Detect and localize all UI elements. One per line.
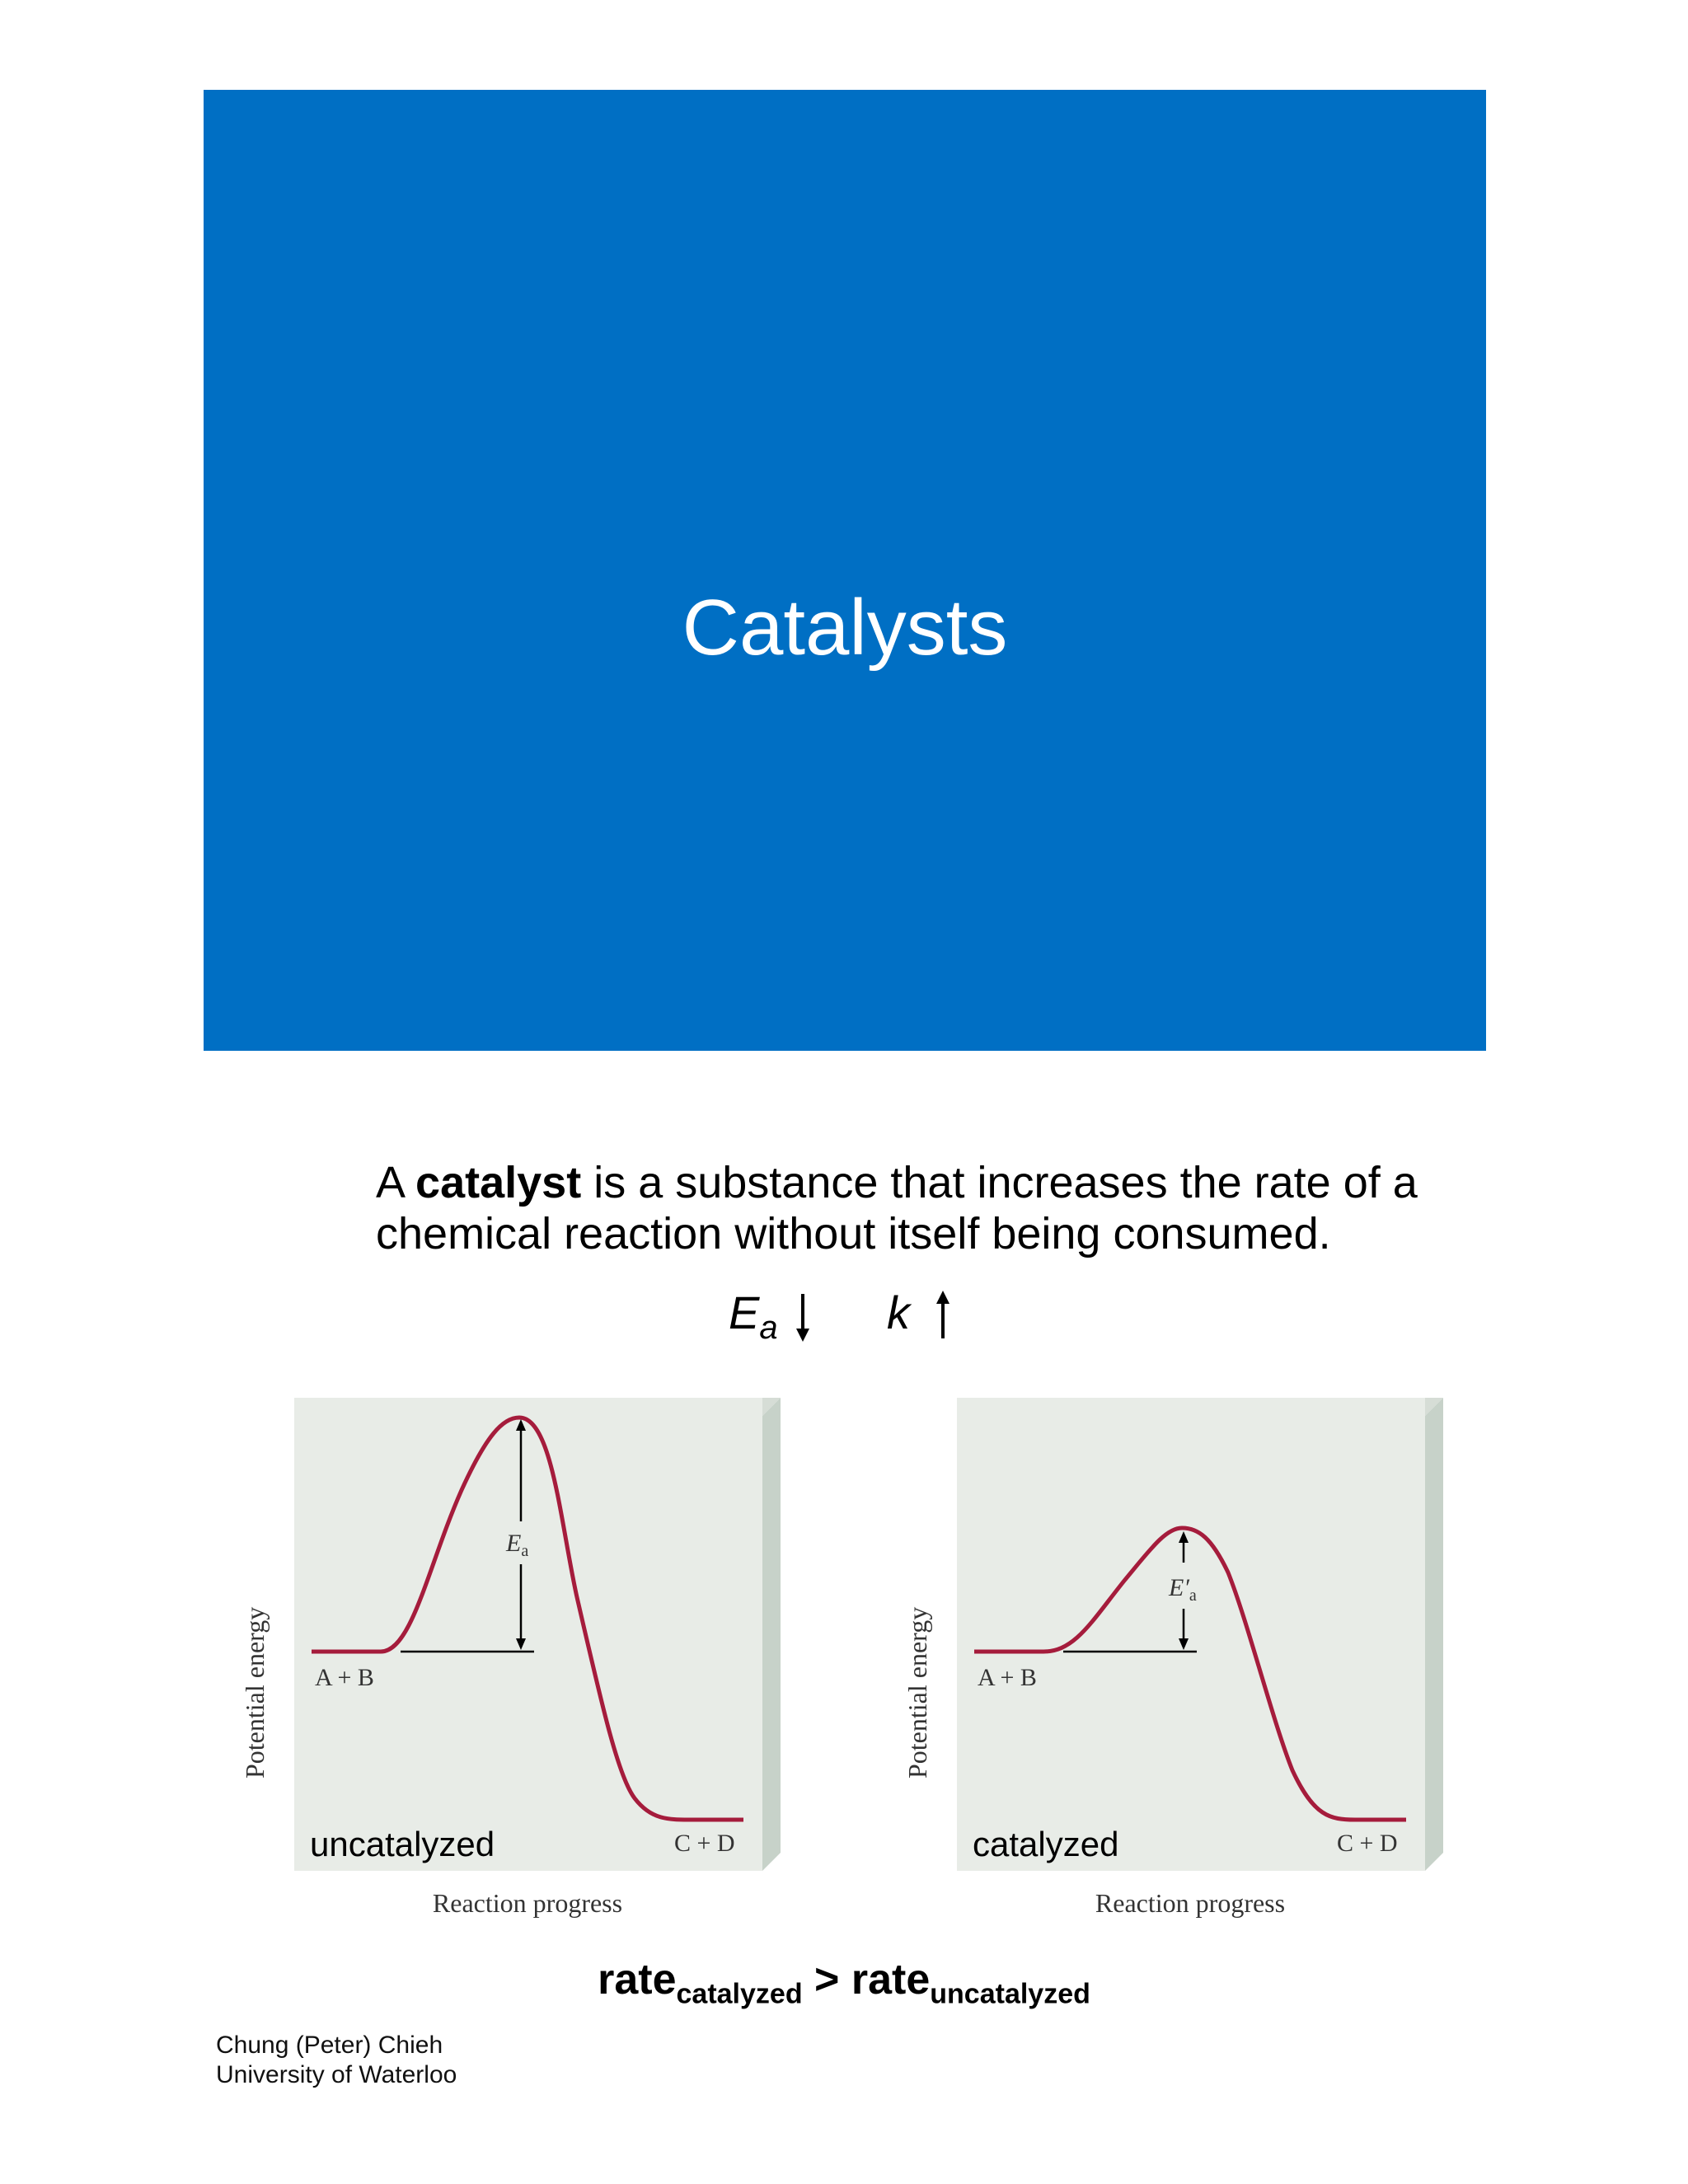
y-axis-label: Potential energy	[240, 1606, 270, 1779]
uncatalyzed-energy-diagram	[239, 1375, 799, 1919]
ea-decrease-arrow-icon	[793, 1292, 813, 1342]
rate-comparison	[0, 1955, 1688, 2010]
definition-text: is a substance that increases the rate of a chemical reaction without itself being consumed.	[376, 1158, 1418, 1258]
ea-letter: E	[729, 1286, 760, 1338]
title-slide	[204, 90, 1486, 1051]
x-axis-label: Reaction progress	[1095, 1888, 1286, 1918]
activation-energy-symbol	[729, 1286, 778, 1347]
barrier-label: $E_a$	[506, 1530, 529, 1560]
rate-constant-symbol: k	[887, 1286, 910, 1338]
catalyzed-plot	[902, 1375, 1462, 1919]
panel-side	[762, 1398, 781, 1871]
author-credit	[216, 2031, 457, 2090]
rate-word: rate	[598, 1956, 677, 2004]
greater-than-operator: >	[802, 1956, 851, 2004]
k-increase-arrow-icon	[933, 1291, 953, 1340]
catalyst-definition	[376, 1157, 1447, 1259]
slide-title: Catalysts	[682, 583, 1008, 672]
panel-face	[957, 1398, 1425, 1871]
y-axis-label: Potential energy	[903, 1606, 932, 1779]
rate-subscript-uncatalyzed: uncatalyzed	[930, 1978, 1090, 2010]
rate-word: rate	[851, 1956, 931, 2004]
reactants-label: A + B	[978, 1664, 1037, 1691]
products-label: C + D	[674, 1830, 735, 1857]
catalyzed-energy-diagram	[902, 1375, 1462, 1919]
ea-subscript: a	[759, 1310, 778, 1347]
reactants-label: A + B	[315, 1664, 374, 1691]
panel-face	[294, 1398, 762, 1871]
panel-side	[1425, 1398, 1443, 1871]
definition-term: catalyst	[415, 1158, 582, 1207]
products-label: C + D	[1337, 1830, 1398, 1857]
barrier-label: $E'_a$	[1169, 1574, 1197, 1605]
author-name: Chung (Peter) Chieh	[216, 2032, 443, 2059]
diagram-label: catalyzed	[973, 1825, 1119, 1863]
definition-prefix: A	[376, 1158, 416, 1207]
uncatalyzed-plot	[239, 1375, 799, 1919]
diagram-label: uncatalyzed	[310, 1825, 495, 1863]
rate-subscript-catalyzed: catalyzed	[676, 1978, 803, 2010]
x-axis-label: Reaction progress	[432, 1888, 623, 1918]
author-affiliation: University of Waterloo	[216, 2061, 457, 2088]
